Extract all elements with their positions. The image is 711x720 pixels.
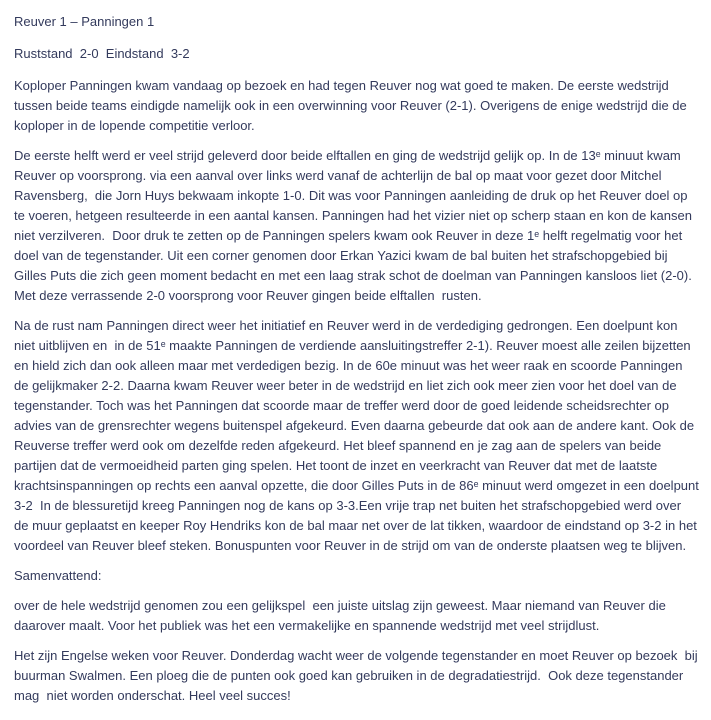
paragraph-second-half: Na de rust nam Panningen direct weer het initiatief en Reuver werd in de verdediging gedrongen. Een doelpunt kon niet uitblijven en in de 51ᵉ maakte Panningen de verdiende aansluitingstreffer 2-1). Reuver moest alle zeilen bijzetten en hield zich dan ook alleen maar met verdedigen bezig. In de 60e minuut was het weer raak en scoorde Panningen de gelijkmaker 2-2. Daarna kwam Reuver weer beter in de wedstrijd en liet zich ook meer zien voor het doel van de tegenstander. Toch was het Panningen dat scoorde maar de treffer werd door de goed leidende scheidsrechter op advies van de grensrechter wegens buitenspel afgekeurd. Even daarna gebeurde dat ook aan de andere kant. Ook de Reuverse treffer werd ook om dezelfde reden afgekeurd. Het bleef spannend en je zag aan de spelers van beide partijen dat de vermoeidheid parten ging spelen. Het toont de inzet en veerkracht van Reuver dat met de laatste krachtsinspanningen op rechts een aanval opzette, die door Gilles Puts in de 86ᵉ minuut werd omgezet in een doelpunt 3-2 In de blessuretijd kreeg Panningen nog de kans op 3-3.Een vrije trap net buiten het strafschopgebied werd over de muur geplaatst en keeper Roy Hendriks kon de bal maar net over de lat tikken, waardoor de eindstand op 3-2 in het voordeel van Reuver bleef steken. Bonuspunten voor Reuver in de strijd om van de onderste plaatsen weg te blijven. [14,318,703,553]
score-line: Ruststand 2-0 Eindstand 3-2 [14,46,190,61]
paragraph-outlook: Het zijn Engelse weken voor Reuver. Donderdag wacht weer de volgende tegenstander en moet Reuver op bezoek bij buurman Swalmen. Een ploeg die de punten ook goed kan gebruiken in de degradatiestrijd. Ook deze tegenstander mag niet worden onderschat. Heel veel succes! [14,648,705,703]
paragraph-summary-heading: Samenvattend: [14,568,102,583]
match-title: Reuver 1 – Panningen 1 [14,14,155,29]
paragraph-first-half: De eerste helft werd er veel strijd geleverd door beide elftallen en ging de wedstrijd gelijk op. In de 13ᵉ minuut kwam Reuver op voorsprong. via een aanval over links werd vanaf de achterlijn de bal op maat voor gezet door Mitchel Ravensberg, die Jorn Huys bekwaam inkopte 1-0. Dit was voor Panningen aanleiding de druk op het Reuver doel op te voeren, hetgeen resulteerde in een aantal kansen. Panningen had het vizier niet op scherp staan en kon de kansen niet verzilveren. Door druk te zetten op de Panningen spelers kwam ook Reuver in deze 1ᵉ helft regelmatig voor het doel van de tegenstander. Uit een corner genomen door Erkan Yazici kwam de bal buiten het strafschopgebied bij Gilles Puts die zich geen moment bedacht en met een laag strak schot de doelman van Panningen kansloos liet (2-0). Met deze verrassende 2-0 voorsprong voor Reuver gingen beide elftallen rusten. [14,148,696,303]
paragraph-intro: Koploper Panningen kwam vandaag op bezoek en had tegen Reuver nog wat goed te maken. De eerste wedstrijd tussen beide teams eindigde namelijk ook in een overwinning voor Reuver (2-1). Overigens de enige wedstrijd die de koploper in de lopende competitie verloor. [14,78,691,133]
paragraph-summary: over de hele wedstrijd genomen zou een gelijkspel een juiste uitslag zijn geweest. Maar niemand van Reuver die daarover maalt. Voor het publiek was het een vermakelijke en spannende wedstrijd met veel strijdlust. [14,598,670,633]
